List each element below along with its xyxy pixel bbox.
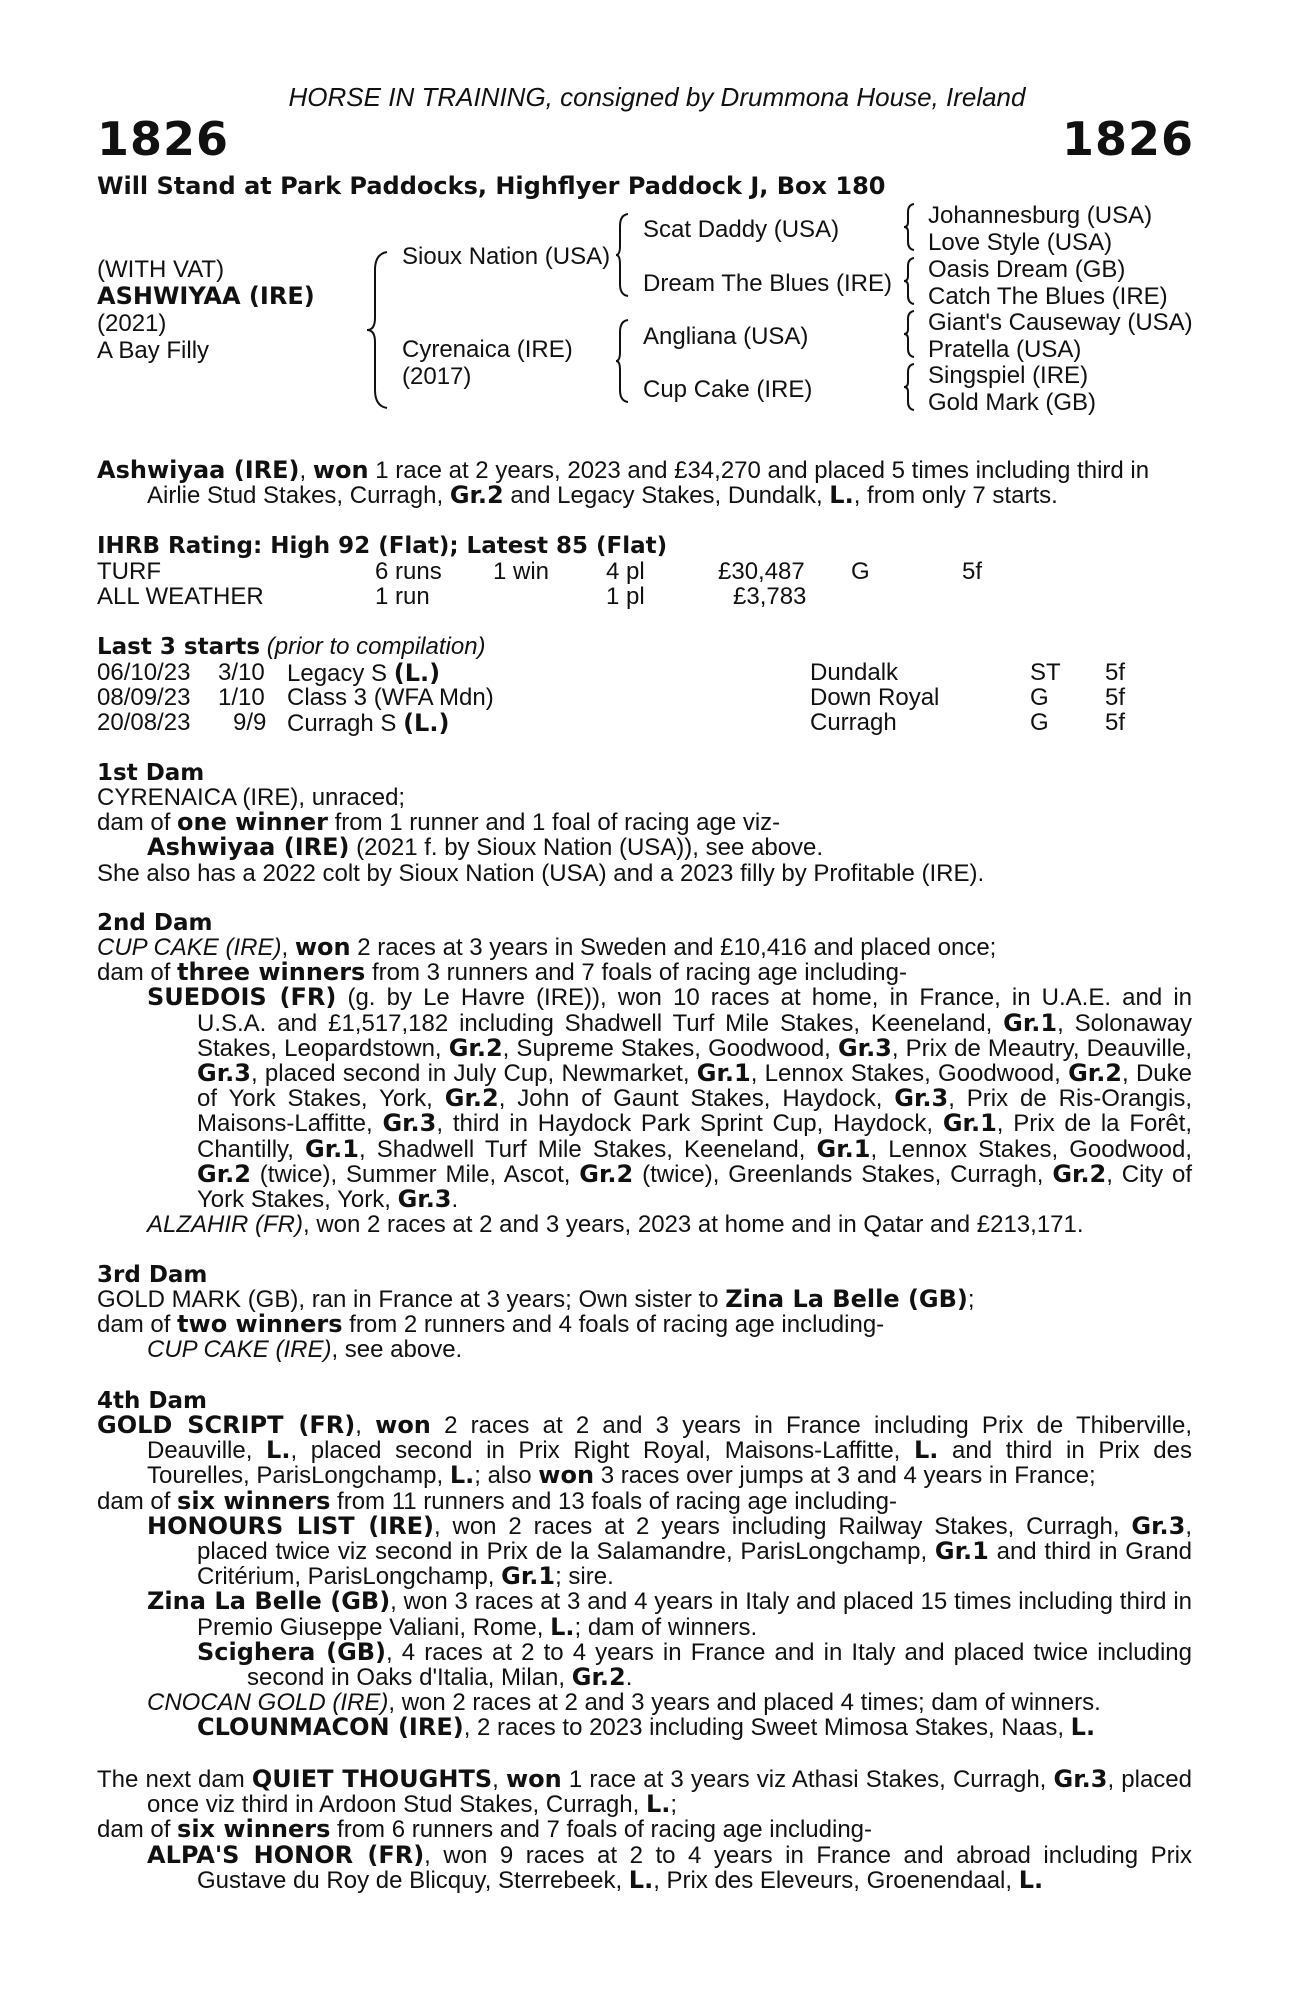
produce-name: SUEDOIS (FR)	[147, 983, 337, 1012]
last-starts-note: (prior to compilation)	[260, 633, 486, 660]
text: , Prix des Eleveurs, Groenendaal,	[653, 1866, 1019, 1894]
start-going: G	[1030, 684, 1049, 711]
produce-name: CUP CAKE (IRE)	[147, 1336, 332, 1364]
fourth-dam-produce-line	[97, 1486, 1192, 1515]
third-dam-produce-line	[97, 1312, 1192, 1337]
last-starts-heading	[97, 633, 486, 661]
text: , City of York Stakes, York,	[197, 1160, 1192, 1214]
third-dam-title: 3rd Dam	[97, 1262, 208, 1288]
start-course: Dundalk	[810, 659, 899, 686]
produce-name: HONOURS LIST (IRE)	[147, 1511, 434, 1540]
text: 2 races at 2 and 3 years in France including Prix de Thiberville, Deauville,	[147, 1412, 1193, 1465]
pedigree-g1: Johannesburg (USA)	[928, 202, 1153, 229]
start-race-name: Legacy S	[287, 660, 394, 687]
text: from 3 runners and 7 foals of racing age including-	[365, 959, 907, 987]
pedigree-g2: Love Style (USA)	[928, 229, 1113, 256]
scighera-entry	[97, 1637, 1192, 1692]
text: , won 9 races at 2 to 4 years in France and abroad including Prix Gustave du Roy de Blicquy, Sterrebeek,	[197, 1841, 1192, 1894]
text: ; also	[474, 1462, 539, 1490]
grade: Gr.1	[501, 1562, 556, 1591]
pedigree-g6: Pratella (USA)	[928, 336, 1082, 363]
rating-runs: 6 runs	[375, 558, 442, 585]
text: and third in Grand Critérium, ParisLongchamp,	[197, 1538, 1192, 1591]
produce-name: CNOCAN GOLD (IRE)	[147, 1689, 389, 1717]
zina-la-belle-entry	[97, 1589, 1192, 1639]
pedigree-dam-sire: Angliana (USA)	[643, 323, 809, 350]
produce-name: Scighera (GB)	[197, 1637, 387, 1666]
grade: Gr.1	[934, 1537, 989, 1566]
text: , Prix de Ris-Orangis, Maisons-Laffitte,	[197, 1085, 1192, 1138]
start-race-name: Curragh S	[287, 710, 404, 737]
text: dam of	[97, 1487, 178, 1515]
start-position: 3/10	[218, 659, 265, 686]
pedigree-sire: Sioux Nation (USA)	[402, 243, 611, 270]
won-label: won	[375, 1411, 431, 1439]
text: , 4 races at 2 to 4 years in France and in Italy and placed twice including second in Oaks d'Italia, Milan,	[247, 1638, 1192, 1692]
grade: Gr.1	[1003, 1008, 1058, 1037]
text: , see above.	[331, 1336, 463, 1364]
first-dam-title: 1st Dam	[97, 760, 205, 786]
winners-count: two winners	[177, 1310, 343, 1339]
text: , placed twice viz second in Prix de la Salamandre, ParisLongchamp,	[197, 1512, 1192, 1566]
text: , Prix de Meautry, Deauville,	[891, 1034, 1193, 1062]
text: ;	[670, 1791, 678, 1819]
pedigree-brace-dam	[614, 318, 634, 404]
text: .	[451, 1186, 459, 1214]
text: ,	[281, 934, 295, 961]
start-position: 9/9	[233, 709, 267, 736]
second-dam-line	[97, 935, 1192, 960]
text: from 2 runners and 4 foals of racing age including-	[342, 1311, 885, 1339]
pedigree-dam-year: (2017)	[402, 363, 472, 390]
grade: Gr.3	[894, 1084, 949, 1113]
first-dam-produce	[97, 835, 1192, 860]
text: from 1 runner and 1 foal of racing age viz-	[327, 809, 781, 837]
start-date: 08/09/23	[97, 684, 191, 711]
summary-won: won	[312, 456, 369, 484]
grade: Gr.2	[579, 1159, 634, 1188]
grade: Gr.2	[197, 1159, 251, 1188]
produce-name: Zina La Belle (GB)	[147, 1587, 391, 1616]
start-distance: 5f	[1105, 709, 1126, 736]
lot-number-left: 1826	[97, 112, 230, 166]
summary-text: 1 race at 2 years, 2023 and £34,270 and placed 5 times including third in Airlie Stud Stakes, Curragh,	[147, 457, 1150, 510]
pedigree-brace-g3	[902, 309, 920, 359]
start-course: Down Royal	[810, 684, 940, 711]
text: , won 3 races at 3 and 4 years in Italy and placed 15 times including third in Premio Giuseppe Valiani, Rome,	[197, 1588, 1192, 1641]
text: , placed second in Prix Right Royal, Maisons-Laffitte,	[290, 1437, 914, 1465]
grade: L.	[1070, 1713, 1096, 1742]
grade: L.	[628, 1865, 654, 1894]
text: GOLD MARK (GB), ran in France at 3 years; Own sister to	[97, 1286, 726, 1313]
text: ; sire.	[555, 1563, 614, 1591]
text: , third in Haydock Park Sprint Cup, Haydock,	[436, 1110, 943, 1138]
honours-list-entry	[97, 1511, 1192, 1591]
first-dam-text	[97, 785, 1192, 886]
text: , Shadwell Turf Mile Stakes, Keeneland,	[358, 1135, 817, 1163]
grade: Gr.3	[397, 1185, 452, 1214]
rating-earnings: £3,783	[733, 583, 807, 610]
summary-listed: L.	[829, 481, 854, 510]
text: , Supreme Stakes, Goodwood,	[502, 1034, 838, 1062]
rating-surface: TURF	[97, 558, 161, 585]
second-dam-title: 2nd Dam	[97, 910, 213, 936]
summary-text: and Legacy Stakes, Dundalk,	[503, 482, 830, 510]
produce-name: ALZAHIR (FR)	[147, 1211, 303, 1239]
text: , Solonaway Stakes, Leopardstown,	[197, 1009, 1193, 1062]
text: The next dam	[97, 1766, 252, 1793]
rating-places: 1 pl	[606, 583, 645, 610]
grade: Gr.2	[571, 1663, 626, 1692]
pedigree-g8: Gold Mark (GB)	[928, 389, 1097, 416]
pedigree-brace-sire	[614, 212, 634, 298]
text: dam of	[97, 959, 178, 987]
start-distance: 5f	[1105, 684, 1126, 711]
rating-earnings: £30,487	[718, 558, 805, 585]
text: from 11 runners and 13 foals of racing age including-	[330, 1487, 897, 1515]
race-summary: Ashwiyaa (IRE), won 1 race at 2 years, 2023 and £34,270 and placed 5 times including third in Airlie Stud Stakes, Curragh, Gr.2 and Legacy Stakes, Dundalk, L., from only 7 starts.	[97, 456, 1150, 510]
pedigree-g7: Singspiel (IRE)	[928, 362, 1089, 389]
first-dam-note: She also has a 2022 colt by Sioux Nation (USA) and a 2023 filly by Profitable (IRE).	[97, 859, 985, 887]
dam-name: QUIET THOUGHTS	[251, 1765, 493, 1793]
horse-description: A Bay Filly	[97, 337, 210, 364]
grade: Gr.3	[1053, 1765, 1108, 1793]
won-label: won	[505, 1765, 562, 1793]
grade: Gr.2	[1068, 1059, 1123, 1088]
rating-going: G	[851, 558, 870, 585]
pedigree-g4: Catch The Blues (IRE)	[928, 283, 1168, 310]
grade: Gr.3	[837, 1033, 892, 1062]
grade: Gr.3	[197, 1059, 251, 1088]
grade: L.	[449, 1461, 475, 1490]
won-label: won	[538, 1461, 595, 1490]
text: ,	[492, 1766, 506, 1793]
cnocan-gold-entry	[97, 1690, 1192, 1715]
start-race	[287, 709, 449, 738]
rating-places: 4 pl	[606, 558, 645, 585]
start-going: G	[1030, 709, 1049, 736]
start-going: ST	[1030, 659, 1061, 686]
horse-year: (2021)	[97, 310, 167, 337]
pedigree-brace-g1	[902, 202, 920, 252]
pedigree-dam: Cyrenaica (IRE)	[402, 336, 573, 363]
rating-wins: 1 win	[493, 558, 550, 585]
grade: Gr.3	[382, 1109, 437, 1138]
grade: L.	[913, 1436, 939, 1465]
dam-name: CUP CAKE (IRE)	[97, 934, 282, 961]
rating-runs: 1 run	[375, 583, 430, 610]
fourth-dam-text	[97, 1413, 1192, 1741]
third-dam-line	[97, 1287, 1192, 1312]
winners-count: three winners	[177, 958, 366, 987]
start-date: 20/08/23	[97, 709, 191, 736]
start-race-grade: (L.)	[393, 659, 441, 687]
text: 3 races over jumps at 3 and 4 years in France;	[594, 1462, 1096, 1490]
stand-location: Will Stand at Park Paddocks, Highflyer Paddock J, Box 180	[97, 172, 886, 200]
cup-cake-entry	[97, 1337, 1192, 1362]
pedigree-brace-g2	[902, 256, 920, 306]
text: ,	[355, 1412, 376, 1439]
text: , placed second in July Cup, Newmarket,	[250, 1060, 697, 1088]
text: ; dam of winners.	[574, 1613, 758, 1641]
text: , Prix de la Forêt, Chantilly,	[197, 1110, 1192, 1163]
gold-script-entry	[97, 1413, 1192, 1489]
produce-name: CLOUNMACON (IRE)	[197, 1713, 464, 1742]
start-distance: 5f	[1105, 659, 1126, 686]
produce-name: Ashwiyaa (IRE)	[147, 833, 350, 862]
text: , won 2 races at 2 and 3 years and placed 4 times; dam of winners.	[388, 1689, 1101, 1717]
dam-name: GOLD SCRIPT (FR)	[97, 1411, 356, 1439]
text: and third in Prix des Tourelles, ParisLongchamp,	[147, 1437, 1192, 1490]
fourth-dam-title: 4th Dam	[97, 1388, 207, 1414]
text: ;	[967, 1286, 975, 1313]
summary-grade: Gr.2	[449, 481, 504, 510]
text: (twice), Greenlands Stakes, Curragh,	[633, 1160, 1053, 1188]
text: , Duke of York Stakes, York,	[197, 1060, 1192, 1113]
text: , Lennox Stakes, Goodwood,	[750, 1060, 1069, 1088]
first-dam-line: CYRENAICA (IRE), unraced;	[97, 784, 406, 811]
pedigree-sire-dam: Dream The Blues (IRE)	[643, 270, 892, 297]
text: , John of Gaunt Stakes, Haydock,	[498, 1085, 895, 1113]
rating-surface: ALL WEATHER	[97, 583, 264, 610]
quiet-thoughts-entry	[97, 1767, 1192, 1817]
text: dam of	[97, 809, 178, 837]
produce-name: ALPA'S HONOR (FR)	[147, 1840, 425, 1869]
consignor-header: HORSE IN TRAINING, consigned by Drummona House, Ireland	[288, 82, 1026, 112]
second-dam-text	[97, 935, 1192, 1237]
pedigree-g3: Oasis Dream (GB)	[928, 256, 1126, 283]
summary-text: , from only 7 starts.	[853, 482, 1058, 510]
start-date: 06/10/23	[97, 659, 191, 686]
text: from 6 runners and 7 foals of racing age including-	[330, 1816, 873, 1844]
start-course: Curragh	[810, 709, 897, 736]
text: dam of	[97, 1311, 178, 1339]
rating-title: IHRB Rating: High 92 (Flat); Latest 85 (Flat)	[97, 533, 668, 559]
start-race: Class 3 (WFA Mdn)	[287, 684, 494, 711]
grade: Gr.1	[816, 1134, 871, 1163]
clounmacon-entry	[97, 1715, 1192, 1740]
third-dam-text	[97, 1287, 1192, 1363]
text: , placed once viz third in Ardoon Stud Stakes, Curragh,	[147, 1766, 1193, 1819]
pedigree-dam-dam: Cup Cake (IRE)	[643, 376, 813, 403]
sister-name: Zina La Belle (GB)	[725, 1285, 968, 1313]
pedigree-brace-main	[365, 250, 395, 410]
text: , won 2 races at 2 years including Railway Stakes, Curragh,	[433, 1512, 1132, 1540]
suedois-entry	[97, 985, 1192, 1212]
lot-number-right: 1826	[1061, 112, 1194, 166]
grade: L.	[266, 1436, 291, 1465]
summary-horse-name: Ashwiyaa (IRE)	[97, 456, 300, 484]
next-dam-text	[97, 1767, 1192, 1893]
text: (2021 f. by Sioux Nation (USA)), see above.	[349, 834, 824, 862]
rating-distance: 5f	[962, 558, 983, 585]
grade: L.	[1018, 1865, 1044, 1894]
alpas-honor-entry	[97, 1840, 1192, 1894]
start-position: 1/10	[218, 684, 265, 711]
last-starts-title: Last 3 starts	[97, 634, 261, 660]
grade: Gr.1	[305, 1134, 359, 1163]
text: , won 2 races at 2 and 3 years, 2023 at home and in Qatar and £213,171.	[303, 1211, 1084, 1239]
winners-count: six winners	[177, 1815, 331, 1844]
pedigree-g5: Giant's Causeway (USA)	[928, 309, 1193, 336]
text: dam of	[97, 1816, 178, 1844]
text: (g. by Le Havre (IRE)), won 10 races at home, in France, in U.A.E. and in U.S.A. and £1,517,182 including Shadwell Turf Mile Stakes, Keeneland,	[197, 984, 1193, 1037]
winners-count: six winners	[177, 1486, 331, 1515]
grade: L.	[550, 1612, 575, 1641]
text: 1 race at 3 years viz Athasi Stakes, Curragh,	[561, 1766, 1054, 1793]
text: (twice), Summer Mile, Ascot,	[250, 1160, 580, 1188]
next-dam-produce-line	[97, 1817, 1192, 1842]
grade: Gr.2	[444, 1084, 499, 1113]
start-race-grade: (L.)	[403, 709, 450, 737]
text: , Lennox Stakes, Goodwood,	[870, 1135, 1193, 1163]
text: , 2 races to 2023 including Sweet Mimosa Stakes, Naas,	[463, 1714, 1071, 1742]
grade: Gr.1	[942, 1109, 997, 1138]
won-label: won	[294, 933, 351, 961]
text: .	[625, 1664, 633, 1692]
grade: Gr.2	[448, 1033, 503, 1062]
winners-count: one winner	[177, 808, 328, 837]
text: 2 races at 3 years in Sweden and £10,416 and placed once;	[350, 934, 997, 961]
pedigree-brace-g4	[902, 362, 920, 412]
second-dam-produce-line	[97, 960, 1192, 985]
vat-note: (WITH VAT)	[97, 256, 225, 283]
grade: L.	[645, 1790, 671, 1819]
grade: Gr.2	[1052, 1159, 1107, 1188]
alzahir-entry	[97, 1212, 1192, 1237]
grade: Gr.1	[696, 1059, 751, 1088]
horse-name: ASHWIYAA (IRE)	[97, 282, 315, 310]
first-dam-produce-line	[97, 810, 1192, 835]
grade: Gr.3	[1131, 1511, 1186, 1540]
pedigree-sire-sire: Scat Daddy (USA)	[643, 216, 840, 243]
